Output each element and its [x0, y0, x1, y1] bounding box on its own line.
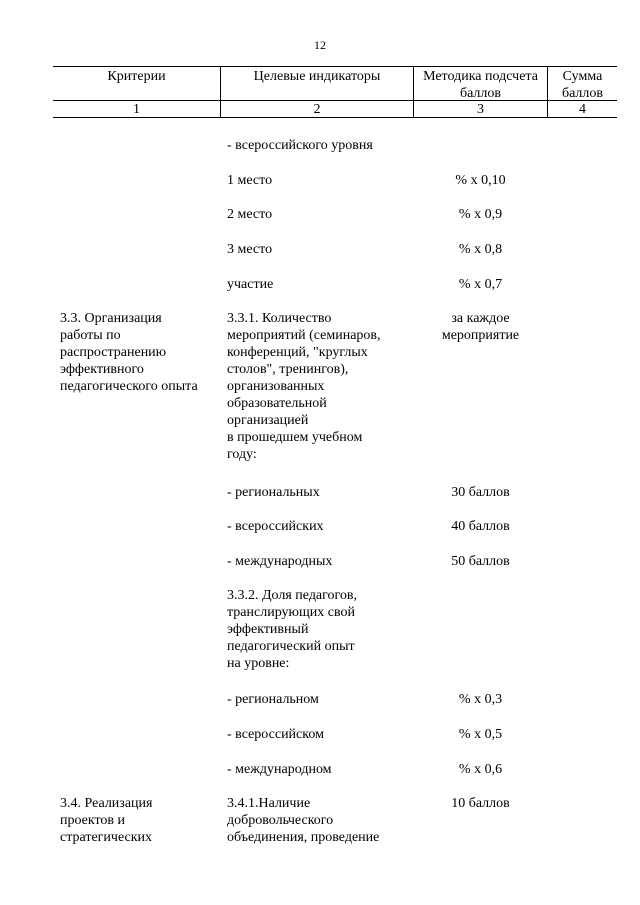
table-top-border [53, 66, 617, 67]
table-row: - всероссийских [227, 519, 324, 534]
method-cell: 50 баллов [451, 554, 510, 569]
method-cell: % х 0,10 [455, 173, 506, 188]
table-row: участие [227, 277, 274, 292]
method-cell: % х 0,9 [458, 207, 503, 222]
header-method: Методика подсчета баллов [423, 69, 538, 101]
table-row: 1 место [227, 173, 273, 188]
criteria-cell: 3.4. Реализация проектов и стратегических [60, 796, 153, 845]
header-sum: Сумма баллов [561, 69, 604, 101]
criteria-cell: 3.3. Организация работы по распространению эффективного педагогического опыта [60, 311, 198, 394]
table-row: 3 место [227, 242, 273, 257]
method-cell: 40 баллов [451, 519, 510, 534]
page-number: 12 [314, 38, 326, 52]
column-number-3: 3 [477, 102, 484, 117]
indicator-cell: 3.4.1.Наличие добровольческого объединения, проведение [227, 796, 380, 845]
header-criteria: Критерии [107, 69, 166, 84]
indicator-cell: 3.3.1. Количество мероприятий (семинаров, конференций, "круглых столов", тренингов), организованных образовательной организацией в прошедшем учебном году: [227, 311, 381, 462]
method-cell: % х 0,5 [458, 727, 503, 742]
column-number-1: 1 [133, 102, 140, 117]
table-row: - всероссийского уровня [227, 138, 373, 153]
column-number-4: 4 [579, 102, 586, 117]
indicator-cell: 3.3.2. Доля педагогов, транслирующих свой эффективный педагогический опыт на уровне: [227, 588, 358, 671]
table-row: - международных [227, 554, 333, 569]
table-row: - региональном [227, 692, 319, 707]
method-cell: 10 баллов [451, 796, 510, 811]
method-cell: % х 0,6 [458, 762, 503, 777]
method-cell: % х 0,8 [458, 242, 503, 257]
header-indicators: Целевые индикаторы [253, 69, 381, 84]
table-row: 2 место [227, 207, 273, 222]
method-cell: 30 баллов [451, 485, 510, 500]
method-cell: за каждое мероприятие [441, 311, 520, 343]
table-row: - всероссийском [227, 727, 324, 742]
method-cell: % х 0,7 [458, 277, 503, 292]
method-cell: % х 0,3 [458, 692, 503, 707]
column-number-2: 2 [313, 102, 321, 117]
table-row: - региональных [227, 485, 320, 500]
table-row: - международном [227, 762, 332, 777]
